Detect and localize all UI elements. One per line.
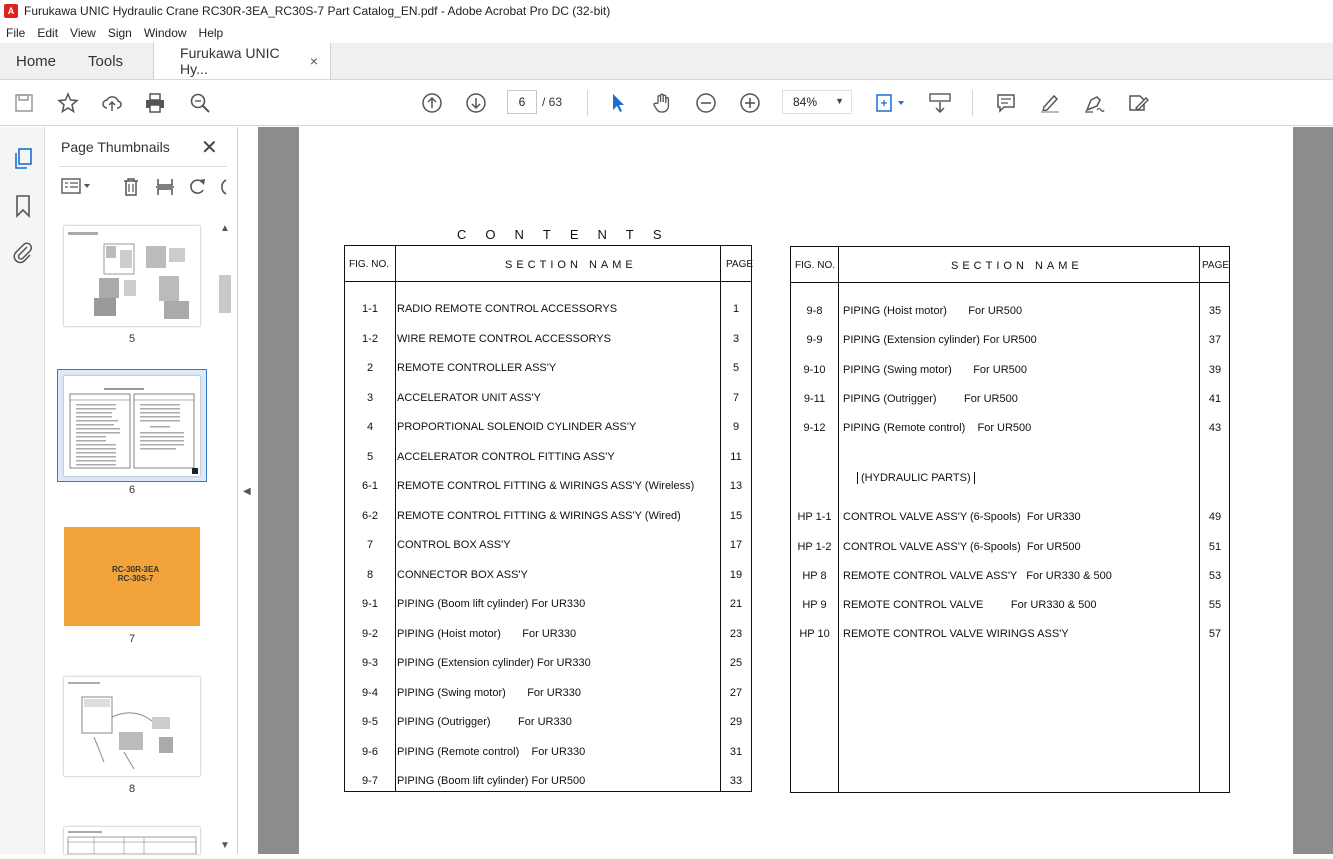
table-row bbox=[345, 657, 751, 675]
table-row bbox=[345, 539, 751, 557]
fill-sign-icon[interactable] bbox=[1126, 91, 1150, 115]
row-fig-no: 9-7 bbox=[362, 775, 378, 787]
table-row bbox=[345, 451, 751, 469]
row-section-name: PIPING (Remote control) For UR330 bbox=[397, 745, 586, 758]
table-row bbox=[345, 716, 751, 734]
panel-title: Page Thumbnails bbox=[61, 139, 170, 155]
page-thumbnails-icon[interactable] bbox=[11, 147, 35, 171]
row-page-number: 49 bbox=[1208, 511, 1222, 523]
document-viewport[interactable] bbox=[258, 127, 1333, 854]
zoom-in-icon[interactable] bbox=[738, 91, 762, 115]
header-page: PAGE bbox=[726, 259, 754, 270]
table-row bbox=[345, 628, 751, 646]
row-page-number: 5 bbox=[732, 362, 740, 374]
row-section-name: PIPING (Boom lift cylinder) For UR500 bbox=[397, 775, 586, 787]
row-fig-no: 9-2 bbox=[362, 627, 378, 640]
collapse-panel-icon[interactable]: ◀ bbox=[243, 486, 251, 497]
hand-tool-icon[interactable] bbox=[650, 91, 674, 115]
pdf-page bbox=[299, 127, 1293, 854]
thumbnails-panel bbox=[45, 127, 238, 854]
row-fig-no: 9-5 bbox=[362, 716, 378, 728]
row-page-number: 51 bbox=[1208, 541, 1222, 553]
row-fig-no: 5 bbox=[366, 450, 374, 463]
next-page-icon[interactable] bbox=[464, 91, 488, 115]
row-section-name: PIPING (Outrigger) For UR500 bbox=[843, 393, 1018, 405]
upload-cloud-icon[interactable] bbox=[100, 91, 124, 115]
save-icon[interactable] bbox=[12, 91, 36, 115]
row-page-number: 31 bbox=[729, 745, 743, 758]
thumbnail-label: 5 bbox=[128, 333, 136, 345]
header-section-name: SECTION NAME bbox=[505, 259, 637, 271]
table-row bbox=[791, 570, 1229, 588]
row-section-name: PIPING (Remote control) For UR500 bbox=[843, 422, 1032, 434]
row-section-name: CONTROL BOX ASS'Y bbox=[397, 539, 511, 551]
cover-text: RC-30R-3EA RC-30S-7 bbox=[112, 565, 160, 583]
table-row bbox=[791, 599, 1229, 617]
row-section-name: REMOTE CONTROL VALVE For UR330 & 500 bbox=[843, 599, 1097, 611]
row-section-name: RADIO REMOTE CONTROL ACCESSORYS bbox=[397, 303, 618, 315]
tab-document-label: Furukawa UNIC Hy... bbox=[180, 45, 280, 77]
row-fig-no: 9-10 bbox=[803, 364, 826, 376]
header-fig-no: FIG. NO. bbox=[349, 259, 389, 270]
row-page-number: 35 bbox=[1208, 305, 1222, 317]
row-page-number: 53 bbox=[1208, 570, 1222, 582]
acrobat-icon: A bbox=[4, 4, 18, 18]
menu-bar bbox=[0, 22, 1333, 43]
row-page-number: 1 bbox=[732, 303, 740, 315]
window-title: Furukawa UNIC Hydraulic Crane RC30R-3EA_RC30S-7 Part Catalog_EN.pdf - Adobe Acrobat Pro DC (32-bit) bbox=[24, 4, 611, 18]
row-section-name: REMOTE CONTROL VALVE WIRINGS ASS'Y bbox=[843, 628, 1069, 640]
row-section-name: PROPORTIONAL SOLENOID CYLINDER ASS'Y bbox=[397, 421, 637, 433]
row-fig-no: 9-8 bbox=[806, 305, 823, 317]
scroll-down-icon[interactable]: ▼ bbox=[220, 840, 230, 851]
row-section-name: REMOTE CONTROL FITTING & WIRINGS ASS'Y (Wireless) bbox=[397, 480, 695, 492]
table-row bbox=[791, 422, 1229, 440]
thumbnail-tools bbox=[45, 173, 225, 207]
thumbnail-page-8[interactable] bbox=[64, 677, 200, 776]
zoom-level-select[interactable] bbox=[782, 90, 852, 114]
highlight-pen-icon[interactable] bbox=[1038, 91, 1062, 115]
table-row bbox=[345, 598, 751, 616]
row-page-number: 57 bbox=[1208, 628, 1222, 640]
row-page-number: 11 bbox=[730, 450, 742, 463]
row-page-number: 7 bbox=[732, 391, 740, 404]
menu-sign[interactable]: Sign bbox=[107, 25, 132, 40]
row-section-name: CONNECTOR BOX ASS'Y bbox=[397, 568, 528, 581]
menu-view[interactable]: View bbox=[70, 25, 96, 40]
close-panel-icon[interactable]: ✕ bbox=[201, 137, 218, 159]
table-row bbox=[345, 421, 751, 439]
row-section-name: PIPING (Swing motor) For UR500 bbox=[843, 364, 1027, 376]
row-section-name: ACCELERATOR CONTROL FITTING ASS'Y bbox=[397, 450, 615, 463]
table-row bbox=[345, 687, 751, 705]
row-fig-no: 4 bbox=[366, 421, 374, 433]
scroll-up-icon[interactable]: ▲ bbox=[220, 223, 230, 234]
row-fig-no: HP 8 bbox=[802, 570, 827, 582]
thumbnail-page-7[interactable] bbox=[64, 527, 200, 626]
row-page-number: 37 bbox=[1208, 334, 1222, 346]
bookmark-star-icon[interactable] bbox=[56, 91, 80, 115]
table-row bbox=[345, 362, 751, 380]
row-fig-no: 9-12 bbox=[803, 422, 826, 434]
row-fig-no: 9-1 bbox=[362, 598, 378, 610]
previous-page-icon[interactable] bbox=[420, 91, 444, 115]
row-page-number: 29 bbox=[729, 716, 743, 728]
row-fig-no: HP 1-2 bbox=[797, 541, 832, 553]
row-section-name: REMOTE CONTROL FITTING & WIRINGS ASS'Y (Wired) bbox=[397, 509, 681, 522]
row-fig-no: 2 bbox=[366, 362, 374, 374]
row-fig-no: 3 bbox=[366, 391, 374, 404]
table-row bbox=[345, 303, 751, 321]
row-page-number: 15 bbox=[729, 509, 743, 522]
row-section-name: PIPING (Swing motor) For UR330 bbox=[397, 686, 581, 699]
row-fig-no: 1-1 bbox=[362, 303, 378, 315]
row-page-number: 27 bbox=[729, 686, 743, 699]
row-section-name: PIPING (Extension cylinder) For UR330 bbox=[397, 657, 591, 669]
fit-page-icon[interactable] bbox=[873, 91, 907, 115]
row-fig-no: HP 1-1 bbox=[797, 511, 832, 523]
tab-bar bbox=[0, 43, 1333, 80]
table-row bbox=[345, 746, 751, 764]
row-section-name: PIPING (Extension cylinder) For UR500 bbox=[843, 334, 1037, 346]
row-fig-no: HP 10 bbox=[799, 628, 830, 640]
row-page-number: 55 bbox=[1208, 599, 1222, 611]
thumbnail-page-6[interactable] bbox=[64, 376, 200, 476]
thumbnail-scrollbar[interactable] bbox=[217, 217, 233, 854]
left-icon-rail bbox=[0, 127, 45, 854]
zoom-search-icon[interactable] bbox=[188, 91, 212, 115]
row-page-number: 21 bbox=[729, 598, 743, 610]
tab-document[interactable] bbox=[153, 43, 331, 79]
extract-pages-icon[interactable] bbox=[155, 177, 175, 202]
table-row bbox=[791, 541, 1229, 559]
row-section-name: REMOTE CONTROL VALVE ASS'Y For UR330 & 500 bbox=[843, 570, 1112, 582]
toc-table-right bbox=[790, 246, 1230, 793]
zoom-level-value: 84% bbox=[793, 95, 818, 109]
header-page: PAGE bbox=[1202, 260, 1230, 271]
menu-file[interactable]: File bbox=[6, 25, 26, 40]
delete-page-icon[interactable] bbox=[121, 177, 141, 202]
chevron-down-icon: ▼ bbox=[835, 96, 844, 106]
table-row bbox=[345, 775, 751, 793]
menu-help[interactable]: Help bbox=[198, 25, 224, 40]
thumbnail-label: 7 bbox=[128, 633, 136, 645]
table-row bbox=[791, 393, 1229, 411]
sign-pen-icon[interactable] bbox=[1082, 91, 1106, 115]
table-row bbox=[791, 511, 1229, 529]
row-page-number: 17 bbox=[729, 539, 743, 551]
scrollbar-thumb[interactable] bbox=[219, 275, 231, 313]
more-tools-icon[interactable] bbox=[219, 177, 227, 202]
toolbar bbox=[0, 80, 1333, 126]
row-page-number: 9 bbox=[732, 421, 740, 433]
row-page-number: 33 bbox=[729, 775, 743, 787]
row-page-number: 39 bbox=[1208, 364, 1222, 376]
row-section-name: PIPING (Boom lift cylinder) For UR330 bbox=[397, 598, 586, 610]
row-fig-no: 6-1 bbox=[362, 480, 378, 492]
row-section-name: ACCELERATOR UNIT ASS'Y bbox=[397, 391, 541, 404]
row-page-number: 41 bbox=[1208, 393, 1222, 405]
row-section-name: PIPING (Hoist motor) For UR500 bbox=[843, 305, 1023, 317]
row-page-number: 3 bbox=[732, 332, 740, 345]
row-section-name: REMOTE CONTROLLER ASS'Y bbox=[397, 362, 557, 374]
menu-edit[interactable]: Edit bbox=[37, 25, 59, 40]
row-fig-no: 9-4 bbox=[362, 686, 378, 699]
row-fig-no: 9-11 bbox=[803, 393, 826, 405]
row-page-number: 23 bbox=[729, 627, 743, 640]
scrolling-mode-icon[interactable] bbox=[928, 91, 952, 115]
header-section-name: SECTION NAME bbox=[951, 260, 1083, 272]
comment-icon[interactable] bbox=[994, 91, 1018, 115]
row-fig-no: 9-9 bbox=[806, 334, 823, 346]
title-bar bbox=[0, 0, 1333, 22]
table-row bbox=[791, 305, 1229, 323]
thumbnail-label: 8 bbox=[128, 783, 136, 795]
table-row bbox=[791, 472, 1229, 490]
row-fig-no: 1-2 bbox=[362, 332, 378, 345]
bookmarks-icon[interactable] bbox=[11, 194, 35, 218]
header-fig-no: FIG. NO. bbox=[795, 260, 835, 271]
table-row bbox=[791, 364, 1229, 382]
page-number-input[interactable]: 6 bbox=[507, 90, 537, 114]
row-fig-no: 6-2 bbox=[362, 509, 378, 522]
table-row bbox=[345, 480, 751, 498]
tab-tools[interactable]: Tools bbox=[88, 52, 124, 70]
row-page-number: 13 bbox=[729, 480, 743, 492]
select-cursor-icon[interactable] bbox=[606, 91, 630, 115]
thumbnail-page-9[interactable] bbox=[64, 827, 200, 854]
thumbnail-options-icon[interactable] bbox=[61, 177, 91, 200]
row-fig-no: 8 bbox=[366, 568, 374, 581]
menu-window[interactable]: Window bbox=[143, 25, 187, 40]
row-section-name: (HYDRAULIC PARTS) bbox=[857, 472, 975, 484]
table-row bbox=[345, 333, 751, 351]
contents-title: CONTENTS bbox=[457, 227, 681, 242]
toc-table-left bbox=[344, 245, 752, 792]
print-icon[interactable] bbox=[143, 91, 167, 115]
row-fig-no: HP 9 bbox=[802, 599, 827, 611]
row-section-name: PIPING (Outrigger) For UR330 bbox=[397, 716, 572, 728]
rotate-page-icon[interactable] bbox=[188, 177, 208, 202]
table-row bbox=[345, 392, 751, 410]
row-page-number: 19 bbox=[729, 568, 743, 581]
row-fig-no: 9-6 bbox=[362, 745, 378, 758]
attachments-icon[interactable] bbox=[11, 240, 35, 264]
row-section-name: CONTROL VALVE ASS'Y (6-Spools) For UR500 bbox=[843, 541, 1081, 553]
row-page-number: 25 bbox=[729, 657, 743, 669]
page-total: / 63 bbox=[542, 95, 563, 109]
table-row bbox=[345, 569, 751, 587]
tab-home[interactable]: Home bbox=[16, 52, 57, 70]
row-section-name: WIRE REMOTE CONTROL ACCESSORYS bbox=[397, 332, 611, 345]
table-row bbox=[791, 628, 1229, 646]
table-row bbox=[345, 510, 751, 528]
table-row bbox=[791, 334, 1229, 352]
row-section-name: CONTROL VALVE ASS'Y (6-Spools) For UR330 bbox=[843, 511, 1081, 523]
toolbar-divider bbox=[587, 90, 588, 116]
thumbnail-label: 6 bbox=[128, 484, 136, 496]
row-fig-no: 7 bbox=[366, 539, 374, 551]
thumbnail-page-5[interactable] bbox=[64, 226, 200, 326]
row-fig-no: 9-3 bbox=[362, 657, 378, 669]
row-page-number: 43 bbox=[1208, 422, 1222, 434]
toolbar-divider bbox=[972, 90, 973, 116]
zoom-out-icon[interactable] bbox=[694, 91, 718, 115]
close-tab-icon[interactable]: × bbox=[309, 53, 319, 69]
row-section-name: PIPING (Hoist motor) For UR330 bbox=[397, 627, 577, 640]
